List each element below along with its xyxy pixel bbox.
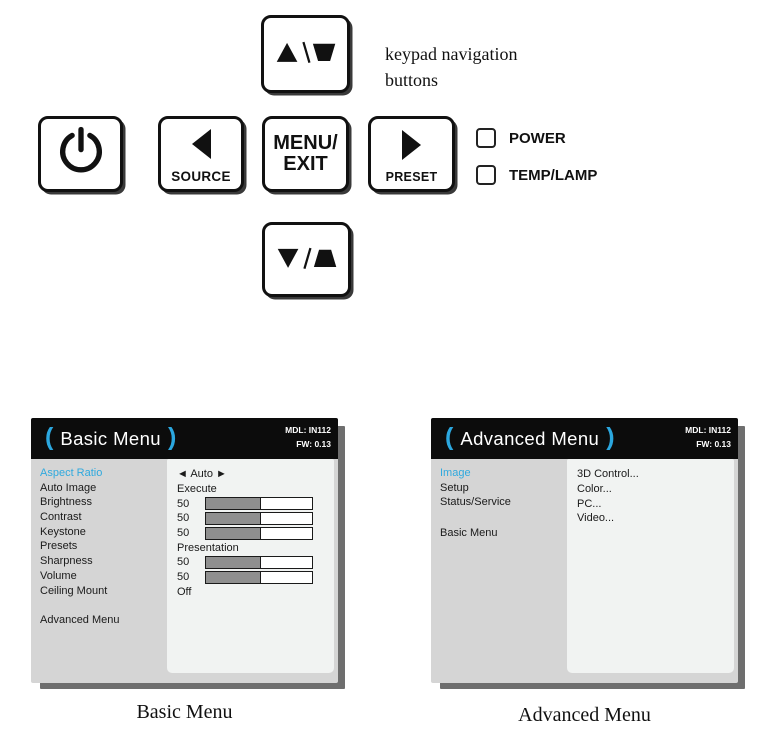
- model-text: MDL: IN112: [285, 425, 331, 435]
- menu-item-basic-menu[interactable]: Basic Menu: [440, 527, 498, 540]
- basic-menu-model-info: [285, 424, 331, 451]
- preset-button[interactable]: [368, 116, 455, 192]
- temp-lamp-led-label: TEMP/LAMP: [509, 167, 598, 184]
- volume-slider: [205, 571, 313, 584]
- advanced-menu-window: [431, 418, 738, 683]
- value-ceiling-mount: Off: [177, 585, 192, 598]
- basic-menu-title: ( Basic Menu ): [45, 423, 177, 451]
- firmware-text: FW: 0.13: [696, 438, 731, 449]
- advanced-menu-title: ( Advanced Menu ): [445, 423, 615, 451]
- power-icon: [55, 126, 107, 183]
- model-text: MDL: IN112: [685, 425, 731, 435]
- left-triangle-icon: [161, 119, 241, 169]
- value-pc: PC...: [577, 497, 602, 510]
- advanced-menu-value-panel: [567, 459, 734, 673]
- basic-menu-value-panel: [167, 459, 334, 673]
- menu-item-setup[interactable]: Setup: [440, 481, 469, 494]
- menu-item-advanced-menu[interactable]: Advanced Menu: [40, 613, 120, 626]
- firmware-text: FW: 0.13: [296, 438, 331, 449]
- value-contrast: 50: [177, 511, 334, 526]
- power-button[interactable]: [38, 116, 123, 192]
- preset-button-label: PRESET: [385, 170, 438, 184]
- nav-down-button[interactable]: [262, 222, 351, 297]
- basic-menu-body: [31, 459, 338, 683]
- menu-item-volume[interactable]: Volume: [40, 569, 77, 582]
- menu-item-contrast[interactable]: Contrast: [40, 511, 82, 524]
- value-volume: 50: [177, 570, 334, 585]
- source-button[interactable]: [158, 116, 244, 192]
- value-sharpness: 50: [177, 555, 334, 570]
- menu-item-auto-image[interactable]: Auto Image: [40, 481, 97, 494]
- basic-menu-window: [31, 418, 338, 683]
- power-led-label: POWER: [509, 130, 566, 147]
- advanced-menu-caption: Advanced Menu: [518, 704, 651, 726]
- close-paren-glyph: ): [606, 423, 615, 451]
- menu-spacer: [40, 599, 167, 614]
- menu-item-brightness[interactable]: Brightness: [40, 496, 92, 509]
- temp-lamp-led-indicator: [476, 165, 496, 185]
- keystone-slider: [205, 527, 313, 540]
- exit-label: EXIT: [283, 153, 328, 175]
- basic-menu-item-list: [31, 459, 167, 683]
- close-paren-glyph: ): [167, 423, 177, 451]
- menu-exit-button[interactable]: [262, 116, 349, 192]
- contrast-slider: [205, 512, 313, 525]
- menu-item-keystone[interactable]: Keystone: [40, 525, 86, 538]
- menu-item-image[interactable]: Image: [440, 467, 471, 479]
- menu-spacer: [440, 511, 567, 527]
- value-3d-control: 3D Control...: [577, 468, 639, 481]
- value-color: Color...: [577, 483, 612, 496]
- value-video: Video...: [577, 512, 615, 525]
- value-auto-image: Execute: [177, 483, 217, 496]
- menu-label: MENU/: [273, 132, 338, 154]
- open-paren-glyph: (: [445, 423, 454, 451]
- source-button-label: SOURCE: [171, 169, 231, 184]
- sharpness-slider: [205, 556, 313, 569]
- menu-item-aspect-ratio[interactable]: Aspect Ratio: [40, 467, 103, 479]
- advanced-menu-header: [431, 418, 738, 459]
- value-presets: Presentation: [177, 541, 239, 554]
- advanced-menu-body: [431, 459, 738, 683]
- menu-item-status-service[interactable]: Status/Service: [440, 496, 511, 509]
- menu-item-presets[interactable]: Presets: [40, 540, 78, 553]
- right-triangle-icon: [371, 119, 452, 170]
- nav-up-button[interactable]: [261, 15, 350, 93]
- keypad-note-text: keypad navigation buttons: [385, 44, 518, 90]
- value-brightness: 50: [177, 496, 334, 511]
- basic-menu-caption: Basic Menu: [136, 701, 233, 723]
- value-aspect-ratio: ◄ Auto ►: [177, 468, 227, 481]
- down-triangle-keystone-icon: [276, 245, 338, 275]
- menu-item-sharpness[interactable]: Sharpness: [40, 555, 93, 568]
- brightness-slider: [205, 497, 313, 510]
- advanced-menu-item-list: [431, 459, 567, 683]
- advanced-menu-model-info: [685, 424, 731, 451]
- power-led-indicator: [476, 128, 496, 148]
- basic-menu-header: [31, 418, 338, 459]
- value-keystone: 50: [177, 526, 334, 541]
- up-triangle-keystone-icon: [275, 39, 337, 69]
- menu-item-ceiling-mount[interactable]: Ceiling Mount: [40, 584, 108, 597]
- open-paren-glyph: (: [45, 423, 54, 451]
